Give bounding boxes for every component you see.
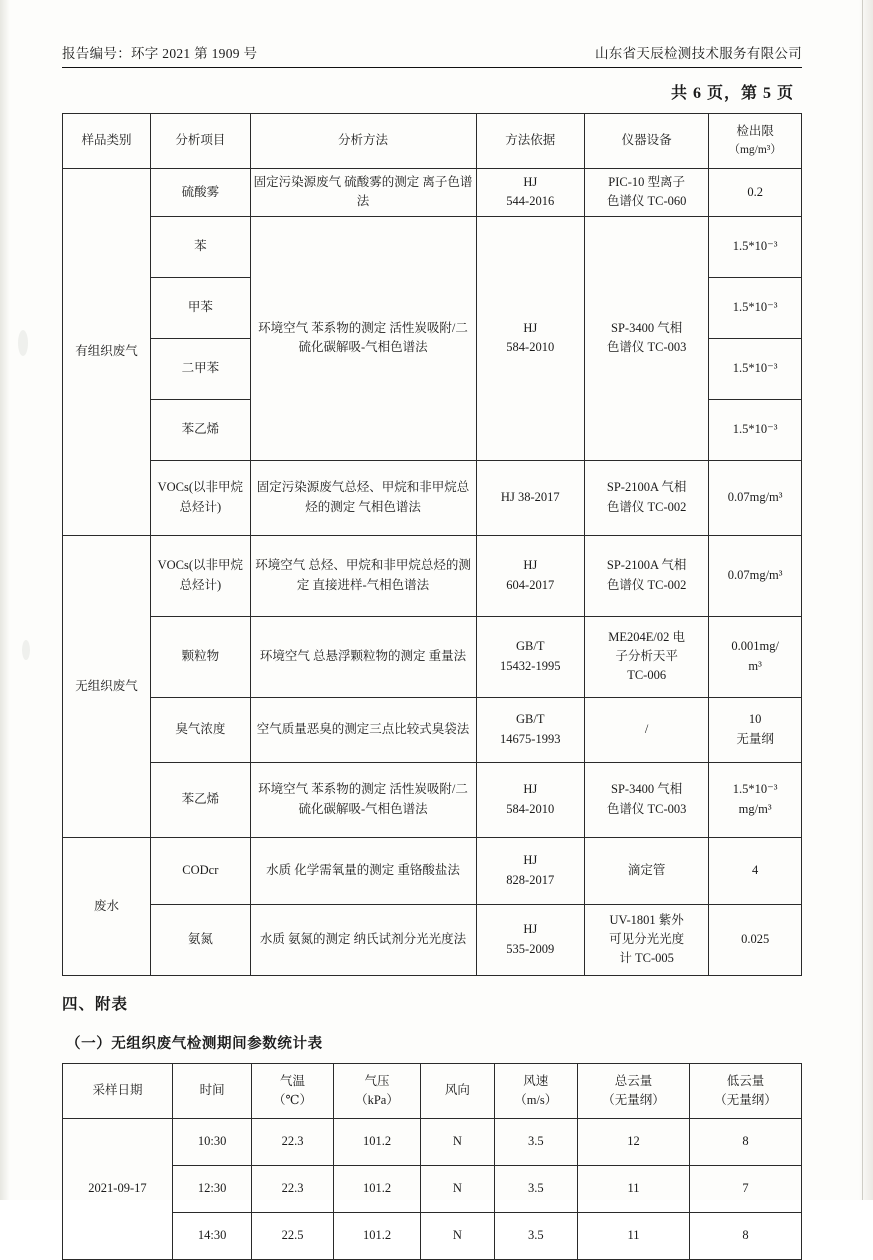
cell-total-cloud: 11 (578, 1165, 690, 1212)
cell-time: 14:30 (172, 1212, 251, 1259)
standard-line1: HJ (523, 922, 538, 937)
limit-line2: mg/m³ (738, 801, 772, 816)
header-line1: 气温 (280, 1074, 306, 1088)
col-temperature (252, 1063, 333, 1118)
col-sample-category: 样品类别 (63, 114, 151, 169)
cell-low-cloud: 8 (689, 1118, 801, 1165)
cell-category-unorganized: 无组织废气 (63, 535, 151, 837)
cell-instrument (585, 535, 709, 616)
header-line2: （m/s） (514, 1092, 558, 1107)
col-method-basis: 方法依据 (476, 114, 584, 169)
col-wind-speed (494, 1063, 577, 1118)
standard-line1: HJ (523, 320, 538, 335)
cell-method: 水质 化学需氧量的测定 重铬酸盐法 (250, 837, 476, 904)
table-row (63, 460, 802, 535)
cell-category-wastewater: 废水 (63, 837, 151, 975)
instrument-line1: SP-2100A 气相 (606, 558, 687, 573)
section-title: 四、附表 (62, 995, 129, 1013)
cell-item: 苯 (151, 216, 250, 277)
table-row (63, 616, 802, 697)
cell-instrument (585, 616, 709, 697)
limit-line1: 0.001mg/ (731, 639, 779, 654)
cell-standard (476, 535, 584, 616)
instrument-line2: 色谱仪 TC-002 (606, 499, 687, 514)
scan-edge-left (0, 0, 10, 1200)
cell-sampling-date: 2021-09-17 (63, 1118, 173, 1259)
standard-line2: 828-2017 (506, 872, 555, 887)
table-row (63, 904, 802, 975)
cell-limit: 0.025 (709, 904, 802, 975)
cell-method: 固定污染源废气总烃、甲烷和非甲烷总烃的测定 气相色谱法 (250, 460, 476, 535)
cell-instrument (585, 216, 709, 460)
cell-item: 甲苯 (151, 277, 250, 338)
cell-method: 环境空气 苯系物的测定 活性炭吸附/二硫化碳解吸-气相色谱法 (250, 216, 476, 460)
standard-line2: 584-2010 (506, 801, 555, 816)
header-line1: 气压 (364, 1074, 390, 1088)
table-header-row (63, 1063, 802, 1118)
cell-item: 硫酸雾 (151, 169, 250, 217)
cell-pressure: 101.2 (333, 1118, 421, 1165)
analysis-methods-table (62, 113, 802, 976)
header-line1: 风速 (523, 1074, 549, 1088)
header-line2: （无量纲） (602, 1092, 665, 1107)
instrument-line1: SP-3400 气相 (611, 320, 683, 335)
col-pressure (333, 1063, 421, 1118)
instrument-line1: SP-2100A 气相 (606, 480, 687, 495)
table-row (63, 169, 802, 217)
cell-instrument (585, 460, 709, 535)
instrument-line2: 色谱仪 TC-003 (606, 340, 687, 355)
standard-line1: GB/T (516, 712, 545, 727)
cell-item: 臭气浓度 (151, 697, 250, 762)
standard-line2: 584-2010 (506, 340, 555, 355)
cell-limit: 1.5*10⁻³ (709, 216, 802, 277)
standard-line1: HJ (523, 782, 538, 797)
col-detection-limit (709, 114, 802, 169)
col-total-cloud (578, 1063, 690, 1118)
cell-pressure: 101.2 (333, 1212, 421, 1259)
cell-standard (476, 904, 584, 975)
table-row (63, 837, 802, 904)
instrument-line1: SP-3400 气相 (611, 782, 683, 797)
cell-instrument: 滴定管 (585, 837, 709, 904)
cell-instrument: / (585, 697, 709, 762)
cell-limit: 1.5*10⁻³ (709, 277, 802, 338)
scan-artifact (18, 330, 28, 356)
cell-method: 环境空气 总悬浮颗粒物的测定 重量法 (250, 616, 476, 697)
standard-line2: 544-2016 (506, 194, 555, 209)
instrument-line3: 计 TC-005 (619, 951, 674, 966)
instrument-line3: TC-006 (627, 668, 667, 683)
cell-limit (709, 616, 802, 697)
table-row (63, 535, 802, 616)
col-wind-direction (421, 1063, 494, 1118)
cell-item: 颗粒物 (151, 616, 250, 697)
detection-limit-line1: 检出限 (736, 124, 774, 139)
standard-line2: 604-2017 (506, 577, 555, 592)
cell-wind-direction: N (421, 1118, 494, 1165)
cell-instrument (585, 169, 709, 217)
standard-line2: 14675-1993 (500, 731, 561, 746)
instrument-line1: PIC-10 型离子 (608, 175, 686, 189)
limit-line1: 1.5*10⁻³ (732, 782, 778, 797)
col-analysis-item: 分析项目 (151, 114, 250, 169)
cell-wind-direction: N (421, 1212, 494, 1259)
standard-line1: GB/T (516, 639, 545, 654)
cell-limit: 1.5*10⁻³ (709, 338, 802, 399)
table-row (63, 762, 802, 837)
instrument-line1: UV-1801 紫外 (609, 912, 684, 927)
table-row (63, 1165, 802, 1212)
header-line1: 风向 (444, 1083, 470, 1098)
header-line1: 采样日期 (92, 1083, 143, 1098)
scan-edge-line (862, 0, 863, 1200)
cell-standard: HJ 38-2017 (476, 460, 584, 535)
weather-parameters-table (62, 1063, 802, 1260)
cell-method: 环境空气 苯系物的测定 活性炭吸附/二硫化碳解吸-气相色谱法 (250, 762, 476, 837)
standard-line1: HJ (523, 558, 538, 573)
cell-time: 12:30 (172, 1165, 251, 1212)
limit-line1: 10 (748, 712, 762, 727)
cell-wind-speed: 3.5 (494, 1118, 577, 1165)
instrument-line1: ME204E/02 电 (608, 629, 685, 644)
cell-temperature: 22.3 (252, 1118, 333, 1165)
cell-wind-speed: 3.5 (494, 1212, 577, 1259)
table-row (63, 697, 802, 762)
scan-artifact (22, 640, 30, 660)
header-line1: 总云量 (614, 1074, 653, 1088)
cell-instrument (585, 904, 709, 975)
instrument-line2: 色谱仪 TC-002 (606, 577, 687, 592)
cell-total-cloud: 11 (578, 1212, 690, 1259)
cell-item: VOCs(以非甲烷总烃计) (151, 535, 250, 616)
company-name: 山东省天辰检测技术服务有限公司 (595, 46, 802, 61)
cell-limit (709, 697, 802, 762)
subsection-title: （一）无组织废气检测期间参数统计表 (66, 1035, 323, 1052)
header-line1: 时间 (199, 1083, 225, 1098)
cell-standard (476, 762, 584, 837)
limit-line2: m³ (748, 658, 762, 673)
cell-category-organized: 有组织废气 (63, 169, 151, 536)
cell-total-cloud: 12 (578, 1118, 690, 1165)
cell-method: 环境空气 总烃、甲烷和非甲烷总烃的测定 直接进样-气相色谱法 (250, 535, 476, 616)
cell-method: 空气质量恶臭的测定三点比较式臭袋法 (250, 697, 476, 762)
cell-item: 氨氮 (151, 904, 250, 975)
report-number: 报告编号：环字 2021 第 1909 号 (62, 46, 258, 61)
document-header (62, 42, 802, 68)
standard-line2: 535-2009 (506, 941, 555, 956)
table-row (63, 216, 802, 277)
standard-line1: HJ (523, 175, 538, 189)
cell-standard (476, 697, 584, 762)
table-row (63, 1118, 802, 1165)
cell-instrument (585, 762, 709, 837)
cell-item: 苯乙烯 (151, 762, 250, 837)
instrument-line2: 子分析天平 (615, 649, 678, 664)
table-header-row (63, 114, 802, 169)
header-line2: （无量纲） (714, 1092, 777, 1107)
cell-limit: 1.5*10⁻³ (709, 399, 802, 460)
instrument-line2: 可见分光光度 (609, 932, 685, 947)
col-analysis-method: 分析方法 (250, 114, 476, 169)
detection-limit-line2: （mg/m³） (728, 143, 782, 156)
page-count: 共 6 页，第 5 页 (670, 85, 794, 102)
standard-line1: HJ (523, 853, 538, 868)
cell-limit: 0.07mg/m³ (709, 460, 802, 535)
cell-low-cloud: 8 (689, 1212, 801, 1259)
instrument-line2: 色谱仪 TC-060 (606, 194, 687, 209)
header-line2: （kPa） (355, 1092, 399, 1107)
header-line1: 低云量 (726, 1074, 765, 1088)
table-row (63, 1212, 802, 1259)
col-low-cloud (689, 1063, 801, 1118)
cell-item: CODcr (151, 837, 250, 904)
cell-wind-speed: 3.5 (494, 1165, 577, 1212)
cell-limit: 0.07mg/m³ (709, 535, 802, 616)
cell-wind-direction: N (421, 1165, 494, 1212)
cell-standard (476, 216, 584, 460)
cell-temperature: 22.5 (252, 1212, 333, 1259)
cell-method: 固定污染源废气 硫酸雾的测定 离子色谱法 (250, 169, 476, 217)
cell-standard (476, 169, 584, 217)
header-line2: （℃） (273, 1092, 313, 1107)
standard-line2: 15432-1995 (500, 658, 561, 673)
cell-limit: 4 (709, 837, 802, 904)
cell-time: 10:30 (172, 1118, 251, 1165)
cell-standard (476, 837, 584, 904)
cell-item: 二甲苯 (151, 338, 250, 399)
cell-temperature: 22.3 (252, 1165, 333, 1212)
cell-limit: 0.2 (709, 169, 802, 217)
document-content (62, 42, 802, 1260)
cell-item: VOCs(以非甲烷总烃计) (151, 460, 250, 535)
cell-method: 水质 氨氮的测定 纳氏试剂分光光度法 (250, 904, 476, 975)
cell-item: 苯乙烯 (151, 399, 250, 460)
instrument-line2: 色谱仪 TC-003 (606, 801, 687, 816)
cell-pressure: 101.2 (333, 1165, 421, 1212)
cell-low-cloud: 7 (689, 1165, 801, 1212)
limit-line2: 无量纲 (736, 731, 774, 746)
col-time (172, 1063, 251, 1118)
cell-limit (709, 762, 802, 837)
cell-standard (476, 616, 584, 697)
col-instrument: 仪器设备 (585, 114, 709, 169)
col-sampling-date (63, 1063, 173, 1118)
